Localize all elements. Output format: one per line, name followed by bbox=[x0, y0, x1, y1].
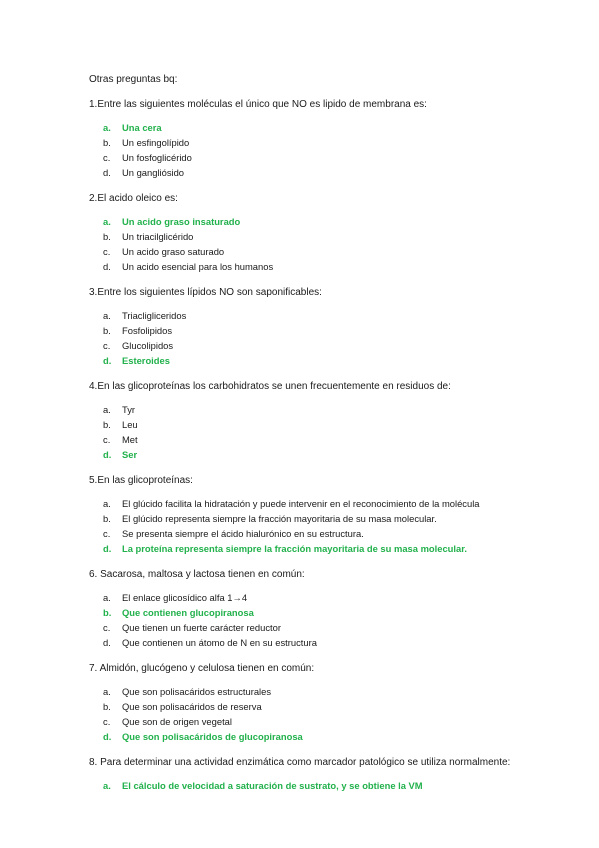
answer-text: Que son polisacáridos estructurales bbox=[122, 686, 272, 697]
answer-letter: a. bbox=[103, 686, 111, 697]
answer-text: Esteroides bbox=[122, 355, 170, 366]
answer-text: Que son polisacáridos de glucopiranosa bbox=[122, 731, 303, 742]
question-text: 5.En las glicoproteínas: bbox=[89, 475, 193, 486]
answer-letter: d. bbox=[103, 355, 112, 366]
answer-list bbox=[89, 496, 559, 556]
answer-text: Que tienen un fuerte carácter reductor bbox=[122, 622, 281, 633]
answer-letter: c. bbox=[103, 434, 111, 445]
answer-text: Glucolipidos bbox=[122, 340, 174, 351]
answer-option bbox=[103, 511, 559, 526]
answer-text: El cálculo de velocidad a saturación de sustrato, y se obtiene la VM bbox=[122, 780, 423, 791]
answer-option bbox=[103, 684, 559, 699]
answer-list bbox=[89, 590, 559, 650]
answer-text: Un acido esencial para los humanos bbox=[122, 261, 274, 272]
answer-letter: d. bbox=[103, 261, 111, 272]
answer-text: El glúcido facilita la hidratación y puede intervenir en el reconocimiento de la molécula bbox=[122, 498, 480, 509]
answer-text: La proteína representa siempre la fracción mayoritaria de su masa molecular. bbox=[122, 543, 467, 554]
answer-option bbox=[103, 699, 559, 714]
question-block bbox=[89, 756, 559, 793]
answer-option bbox=[103, 135, 559, 150]
answer-list bbox=[89, 402, 559, 462]
question-text: 1.Entre las siguientes moléculas el único que NO es lipido de membrana es: bbox=[89, 99, 427, 110]
answer-letter: a. bbox=[103, 310, 111, 321]
answer-text: Fosfolipidos bbox=[122, 325, 173, 336]
answer-option bbox=[103, 526, 559, 541]
answer-text: Un acido graso saturado bbox=[122, 246, 225, 257]
answer-option bbox=[103, 308, 559, 323]
answer-option bbox=[103, 432, 559, 447]
answer-text: Que contienen un átomo de N en su estructura bbox=[122, 637, 317, 648]
answer-text: Que son polisacáridos de reserva bbox=[122, 701, 262, 712]
answer-text: Un triacilglicérido bbox=[122, 231, 194, 242]
answer-list bbox=[89, 120, 559, 180]
answer-text: Met bbox=[122, 434, 138, 445]
question-text: 7. Almidón, glucógeno y celulosa tienen en común: bbox=[89, 663, 315, 674]
answer-text: Un esfingolípido bbox=[122, 137, 190, 148]
answer-letter: b. bbox=[103, 231, 111, 242]
answer-option bbox=[103, 338, 559, 353]
answer-option-correct bbox=[103, 605, 559, 620]
answer-letter: d. bbox=[103, 449, 112, 460]
answer-option-correct bbox=[103, 214, 559, 229]
answer-text: Un gangliósido bbox=[122, 167, 185, 178]
answer-letter: a. bbox=[103, 216, 111, 227]
answer-text: Un acido graso insaturado bbox=[122, 216, 241, 227]
answer-option bbox=[103, 229, 559, 244]
question-block bbox=[89, 474, 559, 556]
answer-option bbox=[103, 714, 559, 729]
answer-letter: a. bbox=[103, 498, 111, 509]
answer-option bbox=[103, 150, 559, 165]
answer-letter: c. bbox=[103, 528, 111, 539]
answer-letter: b. bbox=[103, 607, 112, 618]
answer-letter: c. bbox=[103, 622, 111, 633]
answer-option bbox=[103, 165, 559, 180]
answer-letter: d. bbox=[103, 167, 111, 178]
answer-text: Leu bbox=[122, 419, 138, 430]
answer-letter: c. bbox=[103, 716, 111, 727]
question-text: 3.Entre los siguientes lípidos NO son saponificables: bbox=[89, 287, 322, 298]
answer-letter: d. bbox=[103, 731, 112, 742]
question-text: 8. Para determinar una actividad enzimática como marcador patológico se utiliza normalmente: bbox=[89, 757, 511, 768]
answer-letter: c. bbox=[103, 340, 111, 351]
question-list bbox=[89, 98, 559, 793]
question-block bbox=[89, 192, 559, 274]
question-block bbox=[89, 286, 559, 368]
answer-letter: a. bbox=[103, 122, 111, 133]
answer-letter: c. bbox=[103, 152, 111, 163]
answer-text: Ser bbox=[122, 449, 138, 460]
answer-option bbox=[103, 417, 559, 432]
answer-text: Un fosfoglicérido bbox=[122, 152, 192, 163]
answer-option bbox=[103, 323, 559, 338]
answer-letter: b. bbox=[103, 137, 111, 148]
answer-option-correct bbox=[103, 447, 559, 462]
question-text: 2.El acido oleico es: bbox=[89, 193, 178, 204]
answer-text: Que son de origen vegetal bbox=[122, 716, 232, 727]
answer-letter: a. bbox=[103, 780, 111, 791]
answer-list bbox=[89, 214, 559, 274]
answer-option bbox=[103, 244, 559, 259]
answer-option-correct bbox=[103, 729, 559, 744]
answer-option bbox=[103, 259, 559, 274]
question-block bbox=[89, 662, 559, 744]
answer-option-correct bbox=[103, 120, 559, 135]
answer-option bbox=[103, 635, 559, 650]
question-block bbox=[89, 568, 559, 650]
question-block bbox=[89, 98, 559, 180]
answer-letter: b. bbox=[103, 325, 111, 336]
answer-letter: d. bbox=[103, 637, 111, 648]
answer-text: Triacligliceridos bbox=[122, 310, 187, 321]
answer-letter: b. bbox=[103, 419, 111, 430]
answer-text: Tyr bbox=[122, 404, 136, 415]
answer-option-correct bbox=[103, 353, 559, 368]
question-text: 4.En las glicoproteínas los carbohidratos se unen frecuentemente en residuos de: bbox=[89, 381, 451, 392]
answer-text: El enlace glicosídico alfa 1→4 bbox=[122, 592, 248, 603]
answer-letter: b. bbox=[103, 513, 111, 524]
answer-letter: b. bbox=[103, 701, 111, 712]
answer-text: El glúcido representa siempre la fracción mayoritaria de su masa molecular. bbox=[122, 513, 437, 524]
answer-text: Una cera bbox=[122, 122, 162, 133]
answer-option bbox=[103, 402, 559, 417]
answer-option-correct bbox=[103, 778, 559, 793]
answer-letter: a. bbox=[103, 592, 111, 603]
answer-letter: d. bbox=[103, 543, 112, 554]
document-title: Otras preguntas bq: bbox=[89, 74, 178, 85]
question-text: 6. Sacarosa, maltosa y lactosa tienen en común: bbox=[89, 569, 305, 580]
answer-option-correct bbox=[103, 541, 559, 556]
answer-letter: a. bbox=[103, 404, 111, 415]
answer-option bbox=[103, 496, 559, 511]
answer-option bbox=[103, 620, 559, 635]
answer-list bbox=[89, 778, 559, 793]
answer-letter: c. bbox=[103, 246, 111, 257]
answer-text: Que contienen glucopiranosa bbox=[122, 607, 254, 618]
answer-option bbox=[103, 590, 559, 605]
answer-text: Se presenta siempre el ácido hialurónico en su estructura. bbox=[122, 528, 364, 539]
answer-list bbox=[89, 308, 559, 368]
question-block bbox=[89, 380, 559, 462]
answer-list bbox=[89, 684, 559, 744]
